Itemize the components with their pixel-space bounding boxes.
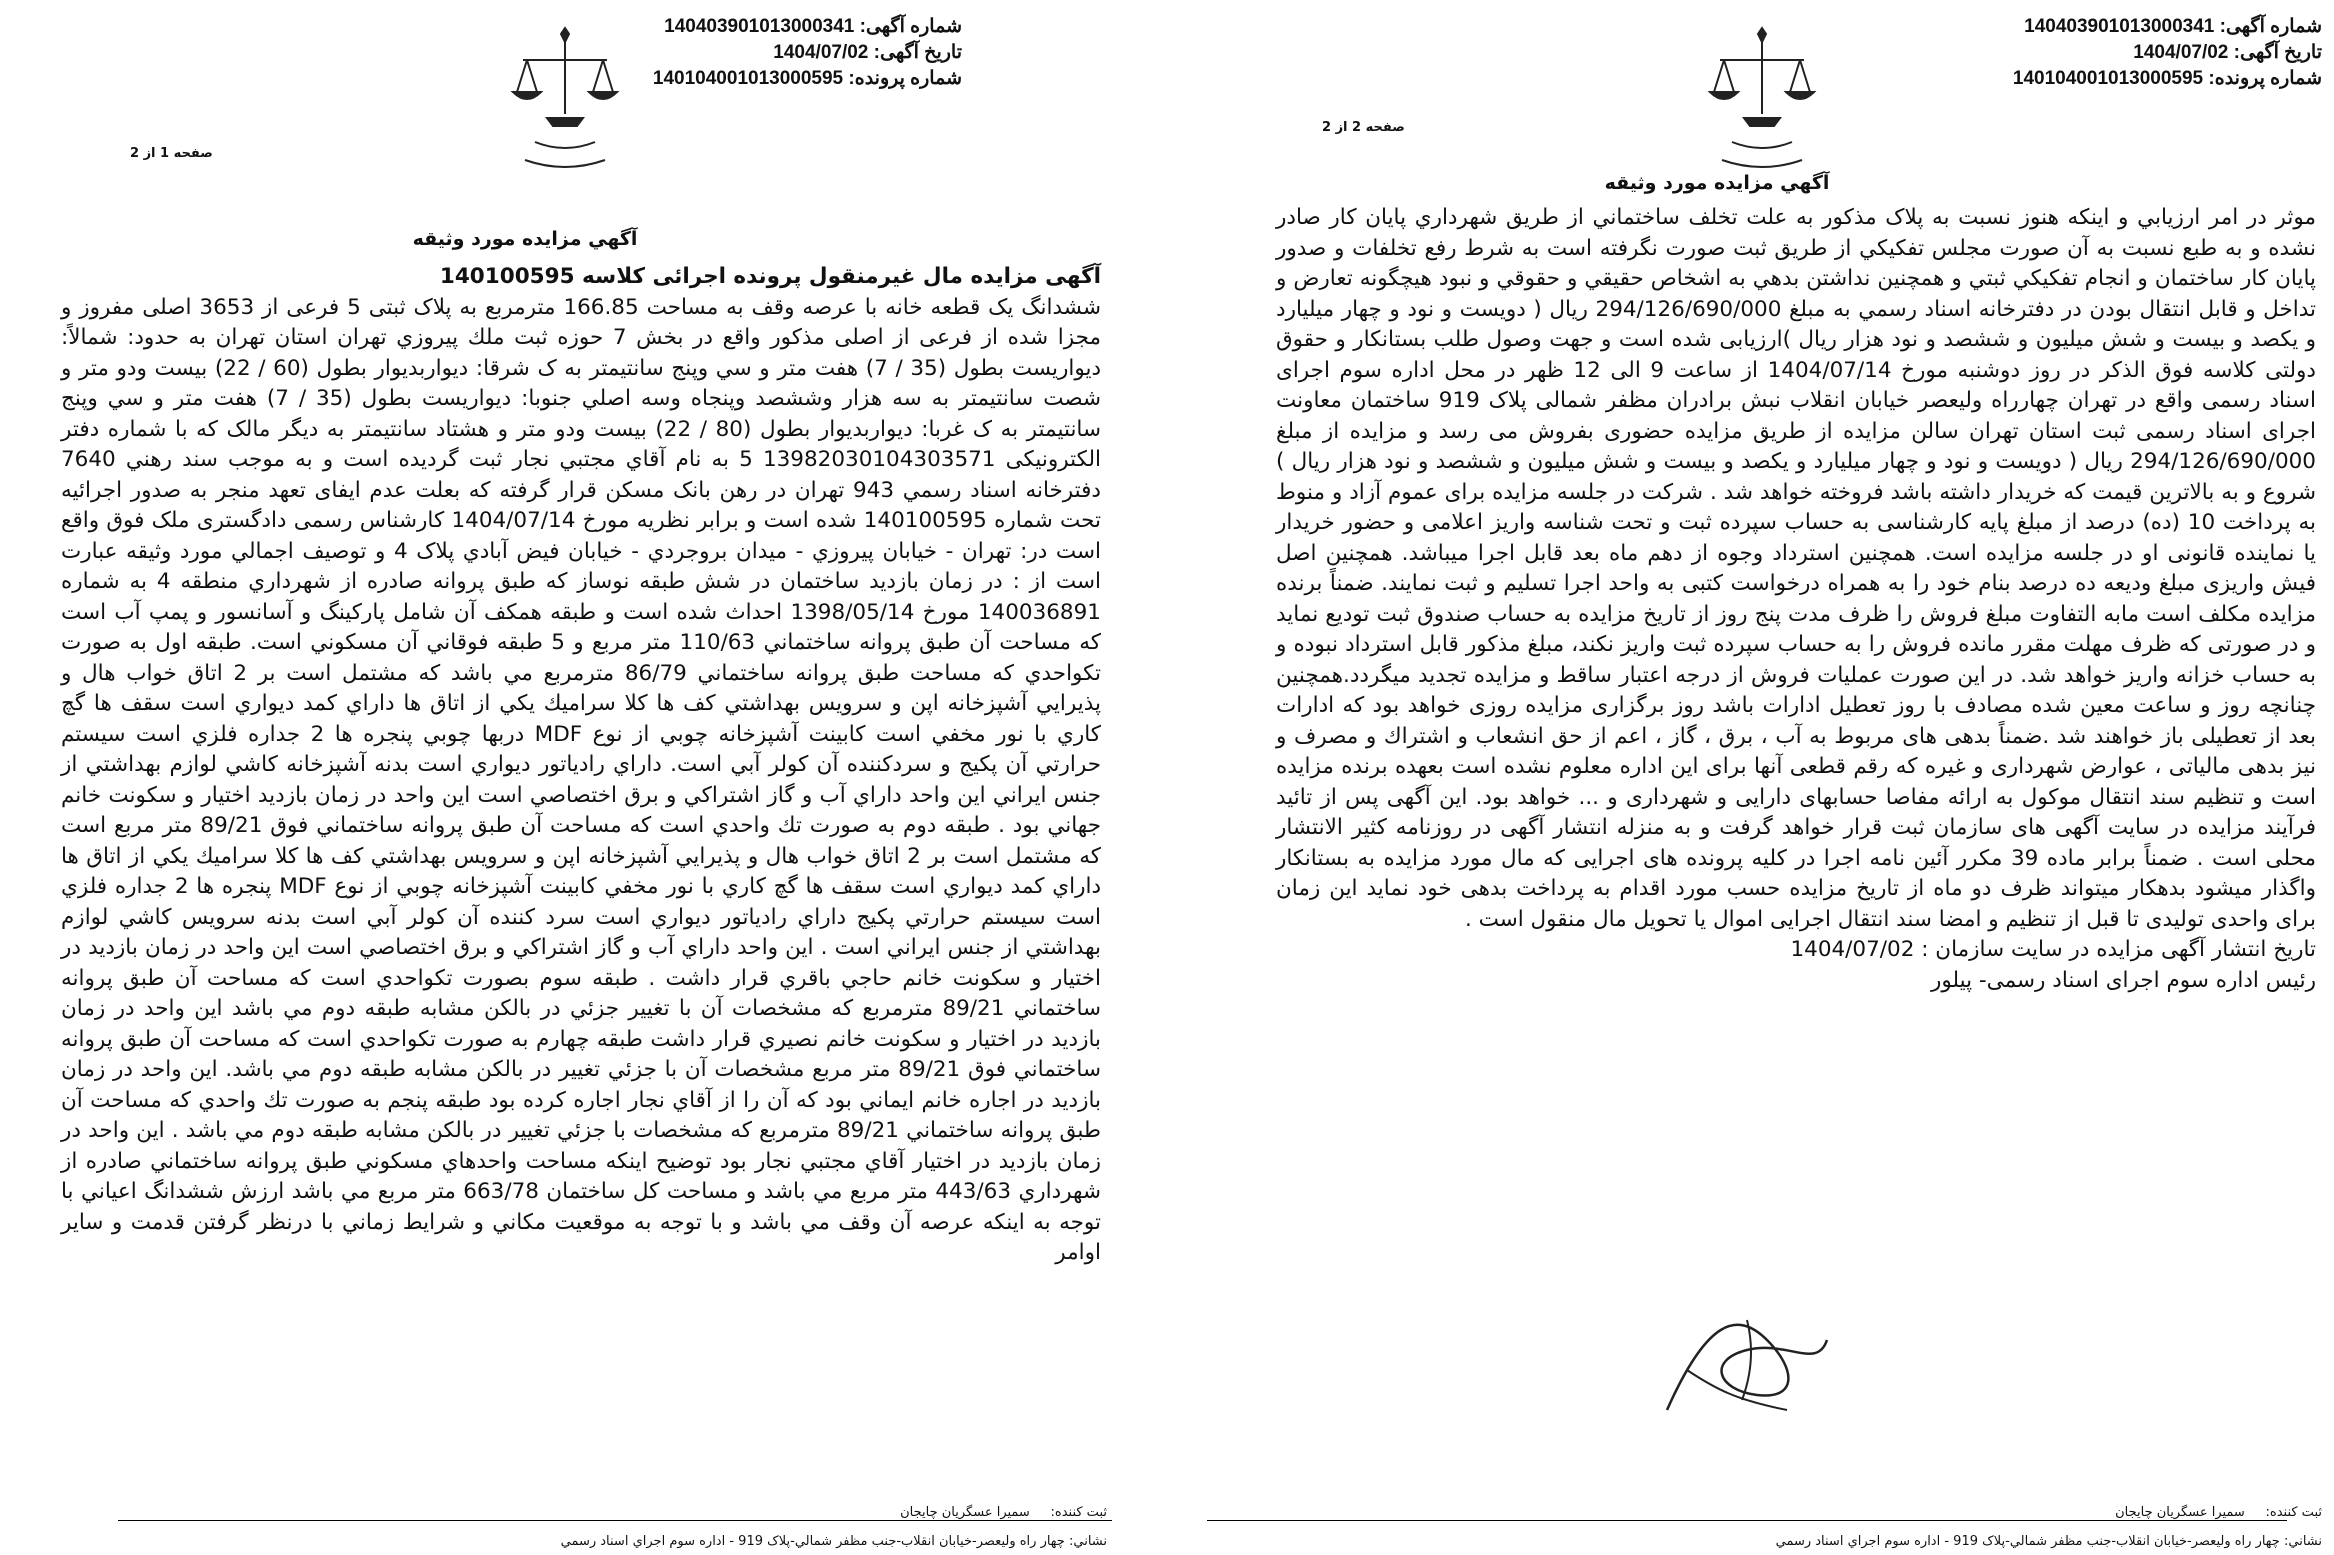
case-number-label: شماره پرونده:: [848, 68, 962, 89]
footer-divider: [118, 1520, 1112, 1521]
case-number-row: [582, 66, 962, 92]
registrar-name: سميرا عسگريان چايجان: [900, 1505, 1030, 1520]
address-text: چهار راه وليعصر-خيابان انقلاب-جنب مظفر شمالي-پلاک 919 - اداره سوم اجراي اسناد رسمي: [1775, 1534, 2280, 1549]
case-number-row: [1942, 66, 2322, 92]
ad-meta-block: [582, 14, 962, 92]
notice-paragraph: ششدانگ يک قطعه خانه با عرصه وقف به مساحت 166.85 مترمربع به پلاک ثبتی 5 فرعی از 3653 اصلی مفروز و مجزا شده از فرعی از اصلی مذکور واقع در بخش 7 حوزه ثبت ملك پيروزي تهران استان تهران به حدود: شمالاً: ديواريست بطول (35 / 7) هفت متر و سي وپنج سانتيمتر به ک شرقا: ديواربديوار بطول (60 / 22) بيست ودو متر و شصت سانتيمتر به سه هزار وششصد وپنجاه وسه اصلي جنوبا: ديواريست بطول (35 / 7) هفت متر و سي وپنج سانتيمتر به ک غربا: ديواربديوار بطول (80 / 22) بيست ودو متر و هشتاد سانتيمتر به ديگر مالک که با شماره دفتر الکترونيکی 13982030104303571 5 به نام آقاي مجتبي نجار ثبت گرديده است و به موجب سند رهني 7640 دفترخانه اسناد رسمي 943 تهران در رهن بانک مسکن قرار گرفته که بعلت عدم ايفای تعهد منجر به صدور اجرائيه تحت شماره 140100595 شده است و برابر نظريه مورخ 1404/07/14 کارشناس رسمی دادگستری ملک فوق واقع است در: تهران - خيابان پيروزي - ميدان بروجردي - خيابان فيض آبادي پلاک 4 و توصيف اجمالي مورد وثيقه عبارت است از : در زمان بازديد ساختمان در شش طبقه نوساز كه طبق پروانه صادره از شهرداري منطقه 4 به شماره 140036891 مورخ 1398/05/14 احداث شده است و طبقه همكف آن شامل پاركينگ و آسانسور و پمپ آب است كه مساحت آن طبق پروانه ساختماني 110/63 متر مربع و 5 طبقه فوقاني آن مسكوني است. طبقه اول به صورت تكواحدي كه مساحت طبق پروانه ساختماني 86/79 مترمربع مي باشد كه مشتمل است بر 2 اتاق خواب هال و پذيرايي آشپزخانه اپن و سرويس بهداشتي كف ها كلا سراميك يكي از اتاق ها داراي كمد ديواري است سقف ها گچ كاري با نور مخفي است كابينت آشپزخانه چوبي از نوع MDF دربها چوبي پنجره ها 2 جداره فلزي است سيستم حرارتي آن پكيج و سردكننده آن كولر آبي است. داراي رادياتور ديواري است بدنه آشپزخانه كاشي لوازم بهداشتي از جنس ايراني اين واحد داراي آب و گاز اشتراكي و برق اختصاصي است اين واحد در زمان بازديد اختيار و سكونت خانم جهاني بود . طبقه دوم به صورت تك واحدي است كه مساحت آن طبق پروانه ساختماني فوق 89/21 متر مربع است كه مشتمل است بر 2 اتاق خواب هال و پذيرايي آشپزخانه اپن و سرويس بهداشتي كف ها كلا سراميك يكي از اتاق ها داراي كمد ديواري است سقف ها گچ كاري با نور مخفي كابينت آشپزخانه چوبي از نوع MDF پنجره ها 2 جداره فلزي است سيستم حرارتي پكيج داراي رادياتور ديواري است سرد كننده آن كولر آبي است بدنه سرويس كاشي لوازم بهداشتي از جنس ايراني است . اين واحد داراي آب و گاز اشتراكي و برق اختصاصي است اين واحد در زمان بازديد در اختيار و سكونت خانم حاجي باقري قرار داشت . طبقه سوم بصورت تكواحدي است كه مساحت آن طبق پروانه ساختماني 89/21 مترمربع كه مشخصات آن با تغيير جزئي در بالكن مشابه طبقه دوم مي باشد اين واحد در زمان بازديد در اختيار و سكونت خانم نصيري قرار داشت طبقه چهارم به صورت تكواحدي است كه مساحت آن طبق پروانه ساختماني فوق 89/21 متر مربع مشخصات آن با جزئي تغيير در بالكن مشابه طبقه دوم مي باشد. اين واحد در زمان بازديد در اجاره خانم ايماني بود كه آن را از آقاي نجار اجاره كرده بود طبقه پنجم به صورت تك واحدي كه مساحت آن طبق پروانه ساختماني 89/21 مترمربع كه مشخصات با جزئي تغيير در بالكن مشابه طبقه دوم مي باشد . اين واحد در زمان بازديد در اختيار آقاي مجتبي نجار بود توضيح اينكه مساحت واحدهاي مسكوني طبق پروانه ساختماني صادره از شهرداري 443/63 متر مربع مي باشد و مساحت كل ساختمان 663/78 متر مربع مي باشد ارزش ششدانگ اعياني با توجه به اينكه عرصه آن وقف مي باشد و با توجه به موقعيت مكاني و شرايط زماني با درنظر گرفتن قدمت و ساير اوامر: [61, 294, 1102, 1265]
notice-title: آگهي مزايده مورد وثيقه: [412, 228, 638, 250]
ad-date-label: تاریخ آگهی:: [2233, 42, 2322, 63]
address-label: نشاني:: [2283, 1534, 2322, 1549]
address-label: نشاني:: [1068, 1534, 1107, 1549]
publish-date-line: تاريخ انتشار آگهی مزايده در سايت سازمان : 1404/07/02: [1790, 937, 2316, 962]
ad-date: 1404/07/02: [2133, 42, 2229, 63]
case-number-label: شماره پرونده:: [2208, 68, 2322, 89]
ad-number-row: [582, 14, 962, 40]
signatory-title: رئيس اداره سوم اجرای اسناد رسمی- پيلور: [1931, 967, 2316, 993]
registrar-name: سميرا عسگريان چايجان: [2115, 1505, 2245, 1520]
address-text: چهار راه وليعصر-خيابان انقلاب-جنب مظفر شمالي-پلاک 919 - اداره سوم اجراي اسناد رسمي: [560, 1534, 1065, 1549]
ad-number-row: [1942, 14, 2322, 40]
registrar-row: [900, 1505, 1107, 1520]
notice-paragraph: موثر در امر ارزيابي و اينكه هنوز نسبت به پلاک مذكور به علت تخلف ساختماني از طريق شهرداري پايان كار صادر نشده و به طبع نسبت به آن صورت مجلس تفكيكي از طريق ثبت صورت نگرفته است به شرط رفع تخلفات و صدور پايان كار ساختمان و انجام تفكيكي ثبتي و همچنين نداشتن بدهي به اشخاص حقيقي و حقوقي و نبود هيچگونه تعارض و تداخل و قابل انتقال بودن در دفترخانه اسناد رسمي به مبلغ 294/126/690/000 ريال ( دويست و نود و چهار ميليارد و يكصد و بيست و شش ميليون و ششصد و نود هزار ريال )ارزيابی شده است و جهت وصول طلب بستانکار و حقوق دولتی کلاسه فوق الذکر در روز دوشنبه مورخ 1404/07/14 از ساعت 9 الی 12 ظهر در محل اداره سوم اجرای اسناد رسمی واقع در تهران چهارراه وليعصر خيابان انقلاب نبش برادران مظفر شمالی پلاک 919 ساختمان معاونت اجرای اسناد رسمی ثبت استان تهران سالن مزايده از طريق مزايده حضوری بفروش می رسد و مزايده از مبلغ 294/126/690/000 ريال ( دويست و نود و چهار ميليارد و يكصد و بيست و شش ميليون و ششصد و نود هزار ريال ) شروع و به بالاترين قيمت كه خريدار داشته باشد فروخته خواهد شد . شرکت در جلسه مزايده برای عموم آزاد و منوط به پرداخت 10 (ده) درصد از مبلغ پايه كارشناسی به حساب سپرده ثبت و تحت شناسه واريز اعلامی و حضور خريدار يا نماينده قانونی او در جلسه مزايده است. همچنين استرداد وجوه از دهم ماه بعد قابل اجرا ميباشد. همچنين اصل فيش واريزی مبلغ وديعه ده درصد بنام خود را به همراه درخواست کتبی به واحد اجرا تسليم و ثبت نمايند. ضمناً برنده مزايده مکلف است مابه التفاوت مبلغ فروش را ظرف مدت پنج روز از تاريخ مزايده به حساب صندوق ثبت توديع نمايد و در صورتی که ظرف مهلت مقرر مانده فروش را به حساب سپرده ثبت واريز نکند، مبلغ مذکور قابل استرداد نبوده و به حساب خزانه واريز خواهد شد. در اين صورت عمليات فروش از درجه اعتبار ساقط و مزايده تجديد ميگردد.همچنين چنانچه روز و ساعت معين شده مصادف با روز تعطيل ادارات باشد روز برگزاری مزايده روزی خواهد بود كه ادارات بعد از تعطيلی باز خواهند شد .ضمناً بدهی های مربوط به آب ، برق ، گاز ، اعم از حق انشعاب و اشتراك و مصرف و نيز بدهی مالياتی ، عوارض شهرداری و غيره كه رقم قطعی آنها برای اين اداره معلوم نشده است بعهده برنده مزايده است و تنظيم سند انتقال موكول به ارائه مفاصا حسابهای دارايی و شهرداری و ... خواهد بود. اين آگهی پس از تائيد فرآيند مزايده در سايت آگهی های سازمان ثبت قرار خواهد گرفت و به منزله انتشار آگهی در روزنامه كثير الانتشار محلی است . ضمناً برابر ماده 39 مكرر آئين نامه اجرا در كليه پرونده های اجرايی كه مال مورد مزايده به بستانكار واگذار ميشود بدهكار ميتواند ظرف دو ماه از تاريخ مزايده حسب مورد اقدام به پرداخت بدهی خود نمايد اين زمان برای واحدی توليدی تا قبل از تنظيم و امضا سند انتقال اجرايی اموال يا تحويل مال منقول است .: [1276, 205, 2316, 932]
page-number: صفحه 2 از 2: [1322, 120, 1405, 135]
ad-number-label: شماره آگهی:: [2219, 16, 2322, 37]
ad-number-label: شماره آگهی:: [859, 16, 962, 37]
address-row: [561, 1534, 1107, 1549]
notice-title: آگهي مزايده مورد وثيقه: [1604, 172, 1830, 194]
ad-number: 140403901013000341: [2024, 16, 2215, 37]
registrar-row: [2115, 1505, 2322, 1520]
ad-date: 1404/07/02: [773, 42, 869, 63]
notice-heading-line: آگهی مزايده مال غيرمنقول پرونده اجرائی کلاسه 140100595: [439, 264, 1101, 289]
signature-icon: [1647, 1300, 1837, 1434]
notice-body: [61, 262, 1101, 1269]
case-number: 140104001013000595: [2012, 68, 2204, 89]
address-row: [1776, 1534, 2322, 1549]
ad-number: 140403901013000341: [664, 16, 855, 37]
document-page-2: [1167, 0, 2334, 1555]
ad-date-row: [582, 40, 962, 66]
footer-divider: [1207, 1520, 2287, 1521]
judiciary-emblem-icon: [505, 22, 625, 172]
ad-meta-block: [1942, 14, 2322, 92]
registrar-label: ثبت کننده:: [1050, 1505, 1107, 1520]
notice-body: [1276, 203, 2316, 996]
ad-date-label: تاریخ آگهی:: [873, 42, 962, 63]
case-number: 140104001013000595: [652, 68, 844, 89]
registrar-label: ثبت کننده:: [2265, 1505, 2322, 1520]
ad-date-row: [1942, 40, 2322, 66]
judiciary-emblem-icon: [1702, 22, 1822, 172]
page-number: صفحه 1 از 2: [130, 146, 213, 161]
